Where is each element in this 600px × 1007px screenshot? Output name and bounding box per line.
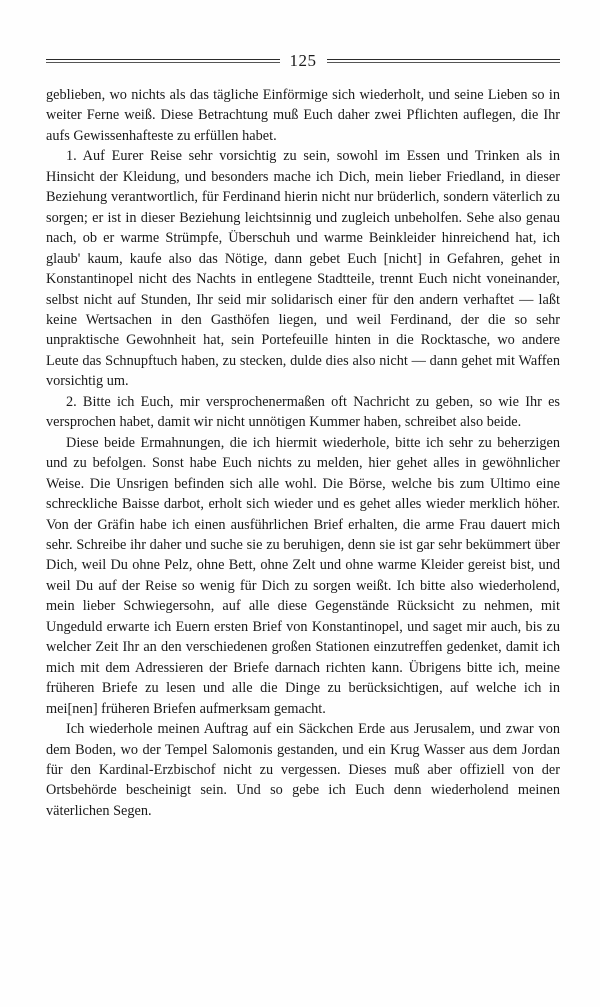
- paragraph: 2. Bitte ich Euch, mir versprochenermaßen oft Nachricht zu geben, so wie Ihr es versprochen habet, damit wir nicht unnötigen Kummer haben, schreibet also beide.: [46, 393, 560, 431]
- paragraph: Diese beide Ermahnungen, die ich hiermit wiederhole, bitte ich sehr zu beherzigen und zu befolgen. Sonst habe Euch nichts zu melden, hier gehet alles in gewöhnlicher Weise. Die Unsrigen befinden sich alle wohl. Die Börse, welche bis zum Ultimo eine schreckliche Baisse darbot, erholt sich wieder und es gehet alles wieder merklich höher. Von der Gräfin habe ich einen ausführlichen Brief erhalten, die arme Frau dauert mich sehr. Schreibe ihr daher und suche sie zu beruhigen, denn sie ist gar sehr bekümmert über Dich, weil Du ohne Pelz, ohne Bett, ohne Zelt und ohne warme Kleider gereist bist, und weil Du auf der Reise so wenig für Dich zu sorgen weißt. Ich bitte also wiederholend, mein lieber Schwiegersohn, auf alle diese Gegenstände Rücksicht zu nehmen, mit Ungeduld erwarte ich Euern ersten Brief von Konstantinopel, und saget mir auch, bis zu welcher Zeit Ihr an den verschiedenen großen Stationen einzutreffen gedenket, damit ich mich mit dem Adressieren der Briefe darnach richten kann. Übrigens bitte ich, meine früheren Briefe zu lesen und alle die Dinge zu berücksichtigen, auf welche ich in mei[nen] früheren Briefen aufmerksam gemacht.: [46, 434, 560, 717]
- paragraph: 1. Auf Eurer Reise sehr vorsichtig zu sein, sowohl im Essen und Trinken als in Hinsicht der Kleidung, und besonders mache ich Dich, mein lieber Friedland, in dieser Beziehung verantwortlich, für Ferdinand hierin nicht nur brüderlich, sondern väterlich zu sorgen; er ist in dieser Beziehung leichtsinnig und zugleich unbeholfen. Sehe also genau nach, ob er warme Strümpfe, Überschuh und warme Beinkleider hinreichend hat, ich glaub' kaum, kaufe also das Nötige, dann gebet Euch [nicht] in Gefahren, gehet in Konstantinopel nicht des Nachts in entlegene Stadtteile, trennt Euch nicht voneinander, selbst nicht auf Stunden, Ihr seid mir solidarisch einer für den andern verhaftet — laßt keine Wertsachen in den Gasthöfen liegen, und weil Ferdinand, der die so sehr unpraktische Gewohnheit hat, sein Portefeuille hinten in die Rocktasche, wo andere Leute das Schnupftuch haben, zu stecken, dulde dies also nicht — dann gehet mit Waffen vorsichtig um.: [46, 148, 560, 390]
- page-number: 125: [289, 51, 317, 70]
- page-body: [46, 85, 560, 821]
- header-rule-right: [327, 59, 561, 63]
- page-header: [46, 50, 560, 72]
- paragraph: geblieben, wo nichts als das tägliche Einförmige sich wiederholt, und seine Lieben so in weiter Ferne weiß. Diese Betrachtung muß Euch daher zwei Pflichten auflegen, die Ihr aufs Gewissenhafteste zu erfüllen habet.: [46, 87, 560, 144]
- paragraph: Ich wiederhole meinen Auftrag auf ein Säckchen Erde aus Jerusalem, und zwar von dem Boden, wo der Tempel Salomonis gestanden, und ein Krug Wasser aus dem Jordan für den Kardinal-Erzbischof nicht zu vergessen. Dieses muß aber offiziell von der Ortsbehörde bescheinigt sein. Und so gebe ich Euch denn wiederholend meinen väterlichen Segen.: [46, 721, 560, 819]
- header-rule-left: [46, 59, 280, 63]
